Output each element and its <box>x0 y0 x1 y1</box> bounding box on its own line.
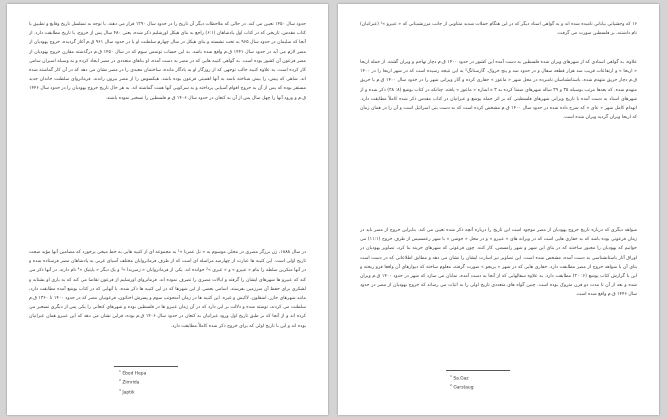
left-page <box>7 4 328 415</box>
footnote-item: $^1$ Sa.Gaz <box>450 374 469 382</box>
footnote-text: Sa.Gaz <box>453 376 469 382</box>
right-page <box>338 4 659 415</box>
footnote-text: Japtik <box>122 390 135 396</box>
footnote-rule <box>446 370 510 371</box>
footnote-item: $^2$ Zimrida <box>119 378 140 386</box>
right-paragraph-1: ۱۶ که وحشیانی بیابانی نامیده شده اند و به گواهی اسناد دیگر که در این هنگام حملات شدید متناوبی از جانب مرزنشینانی که « عبیرو »¹ (عبرانیان) نام داشتند، بر فلسطین صورت می گرفت. <box>360 22 637 37</box>
left-paragraph-2: در سال ۱۸۸۸، زن برزگر مصری در محلی موسوم به « تل عمرنا »¹ به مجموعه ای از کتیبه هایی به خط میخی برخورد که مضامین آنها مؤید صحت تاریخ اولی است. این کتیبه ها عبارت از چهارصد مراسله ای است که از طرف فرمانروایان مختلف آسیای غربی به پادشاهان مصر فرستاده شده و در آنها منکرین سلطه را بنام « عبیرو » و « عبری »² خوانده اند. یکی از فرمانروایان « زمیریدا »³ و یک دیگر « یاپتیک »⁴ نام دارند. در آنها ذکر می کند که عبیرو ها شهرهای ایشان را گرفته و ایالات مصری را تصرف نموده اند. فرمانروای اورشلیم از فرعون تقاضا می کند که به یاری او بشتابد و لشکری برای حفظ آن سرزمین بفرستد. اسامی بعضی از این شهرها که در این کتیبه ها ذکر شده، با آنهایی که در کتاب یوشع آمده مطابقت دارد، مانند شهرهای جازر، اشقلون، لاکیش و غیره. این کتیبه ها در زمان آمنحوتپ سوم و پسرش اخناتون، فرعونیان مصر که در حدود ۱۴۰۰ تا ۱۳۶۰ ق.م سلطنت می کردند، نوشته شده و دلالت بر این دارد که در آن زمان عبیرو ها در فلسطین بوده و شهرهای کنعانی را یکی پس از دیگری تسخیر می کرده اند و از آنجا که بر طبق تاریخ اول ورود عبرانیان به کنعان در حدود سال ۱۴۰۶ ق.م بوده، قراین نشان می دهد که این عبیرو همان عبرانیان بوده اند و این با تاریخ اولی که برای خروج ذکر شده کاملاً مطابقت دارد. <box>29 250 306 329</box>
footnote-item: $^3$ Japtik <box>119 387 135 396</box>
footnote-text: Zimrida <box>122 380 140 386</box>
left-footnotes <box>119 368 146 396</box>
right-footnotes <box>450 373 474 392</box>
footnote-item: $^2$ Garstaug <box>450 383 474 391</box>
footnote-item: $^1$ Ebed Hepa <box>119 369 147 377</box>
footnote-text: Garstaug <box>453 385 474 391</box>
right-paragraph-2: علاوه، به گواهی اسنادی که از شهرهای ویران شده فلسطین به دست آمده این کشور در حدود ۱۴۰۰ ق.م دچار تهاجم و ویران گشته. از جمله اریحا « اریحا » و ارتفاعات قریب صد هزار قطعه سفال و در حدود صد و پنج خروک. گارستانگ² به این نتیجه رسیده است که در شهر اریحا را در ۱۴۰۰ ق.م دچار حریق متهدم شده، باستانشناسان نامبرده در محل شهر « ماعوز » حفاری کرده و آثار ویرانی شهر را در حدود سال ۱۴۰۰ ق.م یا حریق منهدم شده. که بعدها مرتب بوسیله ۳۵ و ۳۹ ساله شهرهای ضمنا کرده به ۳ ه اشاره « ماعوز » یافته. چنانکه در کتاب یوشع (۸: ۲۸) ذکر شده و از شهرهای اسناد به دست آمده با تاریخ ویرانی شهرهای فلسطینی که بر اثر حمله یوشع و عبرانیان در کتاب مقدس ذکر شده کاملاً مطابقت دارد. انهدام کامل شهر « عای » که شرح داده شده در حدود سال ۱۴۰۰ ق.م مشخص کرده است که به دست بنی اسرائیل است و آن را در همان زمان که اریحا ویران گردید ویران شده است. <box>360 60 637 121</box>
right-paragraph-3: شواهد دیگری که درباره تاریخ خروج یهودیان از مصر موجود است این تاریخ را درباره آنچه ذکر شده تعیین می کند. بنابراین خروج از مصر باید در زمان فرعونی بوده باشد که به حفاری هایی است که در ویرانه های « عبیرو » و در محل « جوشن » با شهر رعمسیس از طرف خروج (۱۱:۱) می خوانیم که یهودیان را مجبور ساختند که در بنای این شهر و شهر رامسس، کار کنند. چون فرعونی که شهرهای خزینه بنا کرد، تصاویر یهودیان در اوراق آثار باستانشناسی به دست آمده، مشخص شده است. این تصاویر نیز اسارت ایشان را نشان می دهد و مطابق اطلاعاتی که در دست است بنای آن با شواهد خروج از مصر مطابقت دارد. حفاری هایی که در شهر « یریحو » صورت گرفته، معلوم ساخته که دیوارهای آن واقعا فرو ریخته و این با گزارش کتاب یوشع (۶: ۲۰) مطابقت دارد. به علاوه سفالهایی که از آنجا به دست آمده، نمایان می سازد که شهر در حدود ۱۴۰۰ ق.م ویران شده و بعد از آن تا مدت دو قرن متروک بوده است. چنین گواه های متعددی تاریخ اولی را به اثبات می رساند که خروج یهودیان از مصر در حدود سال ۱۴۴۶ ق.م واقع شده است. <box>360 228 637 298</box>
footnote-text: Ebed Hepa <box>122 371 147 377</box>
footnote-rule <box>114 366 178 367</box>
left-paragraph-1: حدود سال ۱۴۵۰ تعیین می کند. در حالی که ملاحظات دیگر آن تاریخ را در حدود سال ۱۲۹۰ قرار می دهند. با توجه به تسلسل تاریخ وقایع و تطبیق با کتاب مقدس، تاریخی که در کتاب اول پادشاهان (۶:۱) راجع به بنای هیکل اورشلیم ذکر شده، یعنی ۴۸۰ سال پس از خروج، با تاریخ مطابقت دارد. از آنجا که سلیمان در حدود سال ۹۶۵ به تخت نشسته و بنای هیکل در سال چهارم سلطنت او یا در حدود سال ۹۶۱ ق.م آغاز گردیده، خروج یهودیان از مصر لازم می آید در حدود سال ۱۴۴۱ ق.م واقع شده باشد. به این حساب توتمس سوم که در سال ۱۴۵۰ ق.م درگذشته مقارن خروج یهودیان از مصر فرعون آن کشور بوده است. به گواهی کتیبه هایی که در مصر به دست آمده، او بناهای متعددی در مصر ایجاد کرده و به وسیله اسیران سامی کار کرده است. به علاوه کتیبه جالب توجهی که از روزگار او به یادگار مانده، ساختمان معبدی را در مصر نشان می دهد که در آن کار گماشته شده اند. شاهی که پیش، را بیش شناخته باشد به آنها اهمیتی فرعون بوده باشد. هیکسوس را از مصر بیرون راندند. فرمانروای سلطنت خاندان جدید مستقر بوده که پس از آن به خروج اقوام آسیایی پرداخته و به سرکوبی آنها همت گماشته اند. به هر حال تاریخ خروج یهودیان را در حدود سال ۱۴۴۶ ق.م و ورود آنها را چهل سال پس از آن به کنعان در حدود سال ۱۴۰۶ ق.م فلسطین را تسخیر نموده باشند. <box>29 22 306 101</box>
